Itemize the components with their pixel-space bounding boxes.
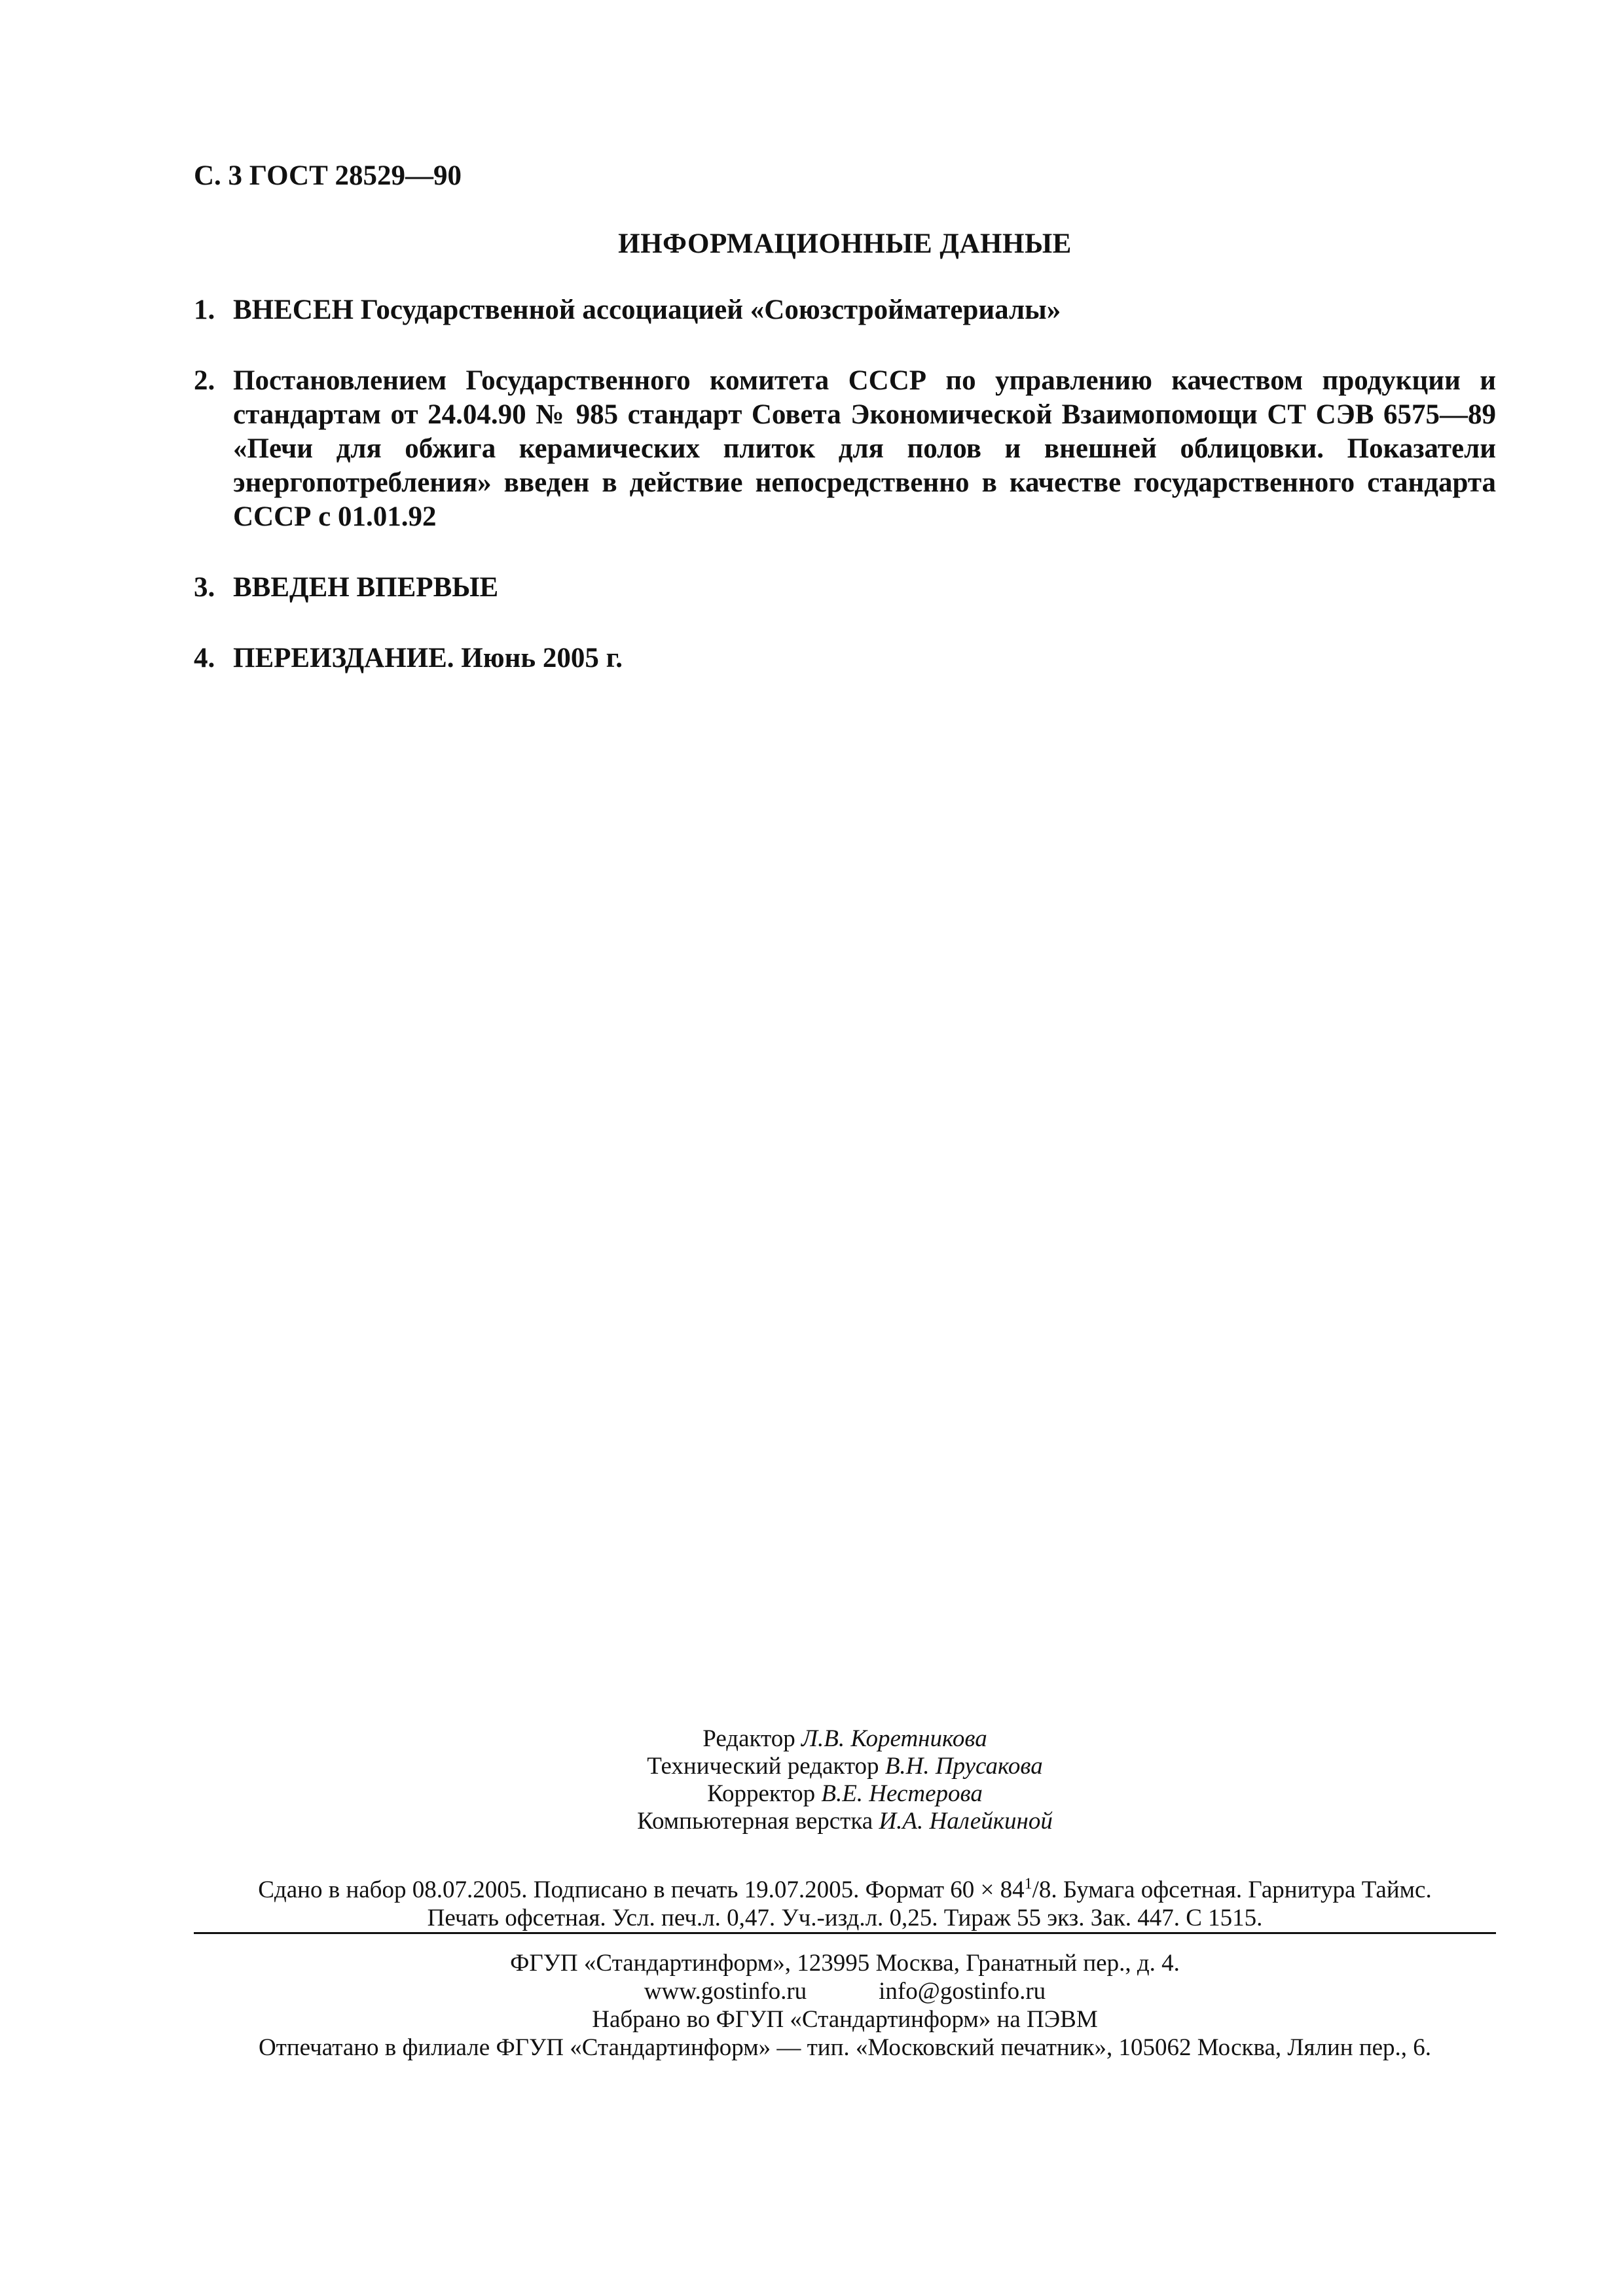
info-list (194, 293, 1496, 712)
info-item (194, 364, 1496, 534)
info-item-number: 4. (194, 643, 215, 673)
info-item (194, 641, 1496, 675)
credit-person: В.Е. Нестерова (821, 1780, 983, 1807)
info-item-number: 1. (194, 295, 215, 325)
info-item-text: ВВЕДЕН ВПЕРВЫЕ (233, 572, 499, 603)
credit-role: Технический редактор (647, 1753, 879, 1780)
credit-line-editor (194, 1725, 1496, 1753)
info-item-number: 3. (194, 572, 215, 603)
divider-rule (194, 1932, 1496, 1934)
publisher-website-link[interactable]: www.gostinfo.ru (644, 1978, 807, 2005)
credit-person: Л.В. Коретникова (801, 1725, 987, 1752)
credit-line-proofreader (194, 1780, 1496, 1808)
page-code-header: С. 3 ГОСТ 28529—90 (194, 160, 462, 191)
imprint-block (194, 1876, 1496, 1932)
imprint-line-2: Печать офсетная. Усл. печ.л. 0,47. Уч.-изд.л. 0,25. Тираж 55 экз. Зак. 447. С 1515. (427, 1905, 1263, 1931)
credit-line-layout (194, 1808, 1496, 1835)
info-item (194, 293, 1496, 327)
publisher-typeset-note: Набрано во ФГУП «Стандартинформ» на ПЭВМ (592, 2006, 1098, 2033)
info-item-number: 2. (194, 365, 215, 396)
credit-role: Корректор (707, 1780, 816, 1807)
publisher-contacts (194, 1977, 1496, 2005)
section-title: ИНФОРМАЦИОННЫЕ ДАННЫЕ (618, 228, 1072, 259)
credit-line-technical-editor (194, 1753, 1496, 1780)
publisher-address: ФГУП «Стандартинформ», 123995 Москва, Гранатный пер., д. 4. (510, 1950, 1180, 1977)
publisher-print-note: Отпечатано в филиале ФГУП «Стандартинформ» — тип. «Московский печатник», 105062 Москва, Лялин пер., 6. (258, 2034, 1432, 2061)
info-item-text: Постановлением Государственного комитета СССР по управлению качеством продукции и стандартам от 24.04.90 № 985 стандарт Совета Экономической Взаимопомощи СТ СЭВ 6575—89 «Печи для обжига керамических плиток для полов и внешней облицовки. Показатели энергопотребления» введен в действие непосредственно в качестве государственного стандарта СССР с 01.01.92 (233, 365, 1496, 532)
credits-block (194, 1725, 1496, 1835)
credit-person: И.А. Налейкиной (879, 1808, 1053, 1835)
imprint-line-1 (194, 1876, 1496, 1904)
info-item (194, 571, 1496, 605)
imprint-format-sup: 1 (1024, 1875, 1032, 1893)
credit-role: Редактор (702, 1725, 795, 1752)
credit-person: В.Н. Прусакова (884, 1753, 1043, 1780)
publisher-email-link[interactable]: info@gostinfo.ru (879, 1978, 1046, 2005)
imprint-line-1-b: /8. Бумага офсетная. Гарнитура Таймс. (1032, 1876, 1432, 1903)
credit-role: Компьютерная верстка (637, 1808, 873, 1835)
imprint-line-1-a: Сдано в набор 08.07.2005. Подписано в печать 19.07.2005. Формат 60 × 84 (258, 1876, 1025, 1903)
info-item-text: ПЕРЕИЗДАНИЕ. Июнь 2005 г. (233, 643, 623, 673)
publisher-block (194, 1949, 1496, 2062)
info-item-text: ВНЕСЕН Государственной ассоциацией «Союзстройматериалы» (233, 295, 1061, 325)
